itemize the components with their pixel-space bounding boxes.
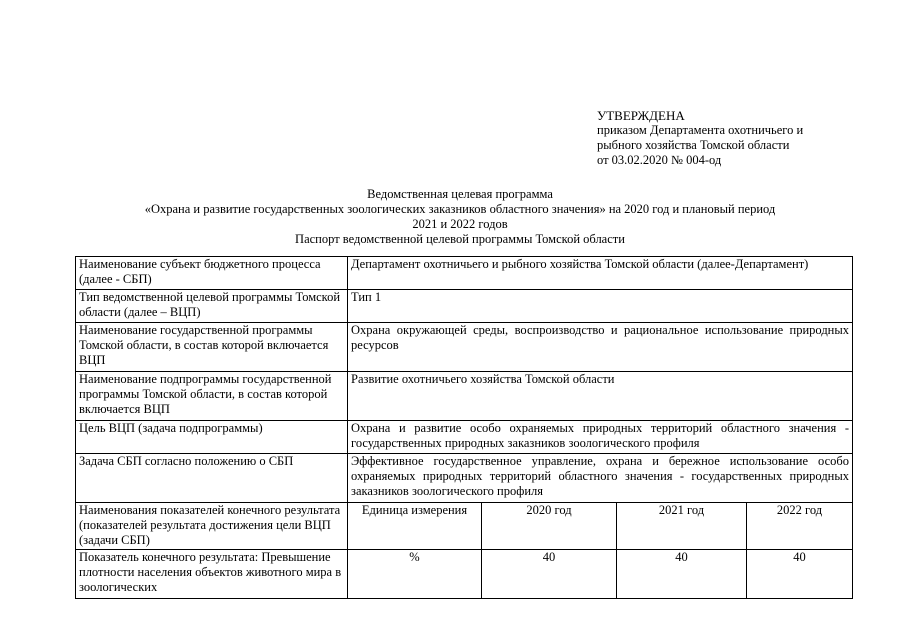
indicator-value: 40	[617, 550, 747, 599]
table-row	[76, 372, 853, 421]
approval-line-1: приказом Департамента охотничьего и	[597, 123, 804, 137]
document-titles	[70, 187, 850, 247]
table-row	[76, 290, 853, 323]
indicator-header-row	[76, 503, 853, 550]
row-label: Наименование субъект бюджетного процесса (далее - СБП)	[76, 257, 348, 290]
row-value: Развитие охотничьего хозяйства Томской области	[348, 372, 853, 421]
row-value: Тип 1	[348, 290, 853, 323]
approval-line-2: рыбного хозяйства Томской области	[597, 138, 790, 152]
approval-line-3: от 03.02.2020 № 004-од	[597, 153, 722, 167]
indicator-label: Показатель конечного результата: Превышение плотности населения объектов животного мира в зоологических	[76, 550, 348, 599]
row-label: Наименование государственной программы Томской области, в состав которой включается ВЦП	[76, 323, 348, 372]
row-label: Задача СБП согласно положению о СБП	[76, 454, 348, 503]
row-value: Охрана и развитие особо охраняемых природных территорий областного значения - государственных природных заказников зоологического профиля	[348, 421, 853, 454]
program-period-title: 2021 и 2022 годов	[412, 217, 508, 231]
row-label: Тип ведомственной целевой программы Томской области (далее – ВЦП)	[76, 290, 348, 323]
table-row	[76, 421, 853, 454]
approval-heading: УТВЕРЖДЕНА	[597, 108, 685, 123]
indicator-value: 40	[482, 550, 617, 599]
program-type-title: Ведомственная целевая программа	[367, 187, 553, 201]
year-header: 2021 год	[617, 503, 747, 550]
indicator-value: 40	[747, 550, 853, 599]
year-header: 2020 год	[482, 503, 617, 550]
indicator-header-label: Наименования показателей конечного результата (показателей результата достижения цели ВЦП (задачи СБП)	[76, 503, 348, 550]
table-row	[76, 257, 853, 290]
row-label: Цель ВЦП (задача подпрограммы)	[76, 421, 348, 454]
table-row	[76, 454, 853, 503]
program-name-title: «Охрана и развитие государственных зоологических заказников областного значения» на 2020 год и плановый период	[144, 202, 776, 216]
indicator-unit: %	[348, 550, 482, 599]
row-value: Эффективное государственное управление, охрана и бережное использование особо охраняемых природных территорий областного значения - государственных природных заказников зоологического профиля	[348, 454, 853, 503]
row-label: Наименование подпрограммы государственной программы Томской области, в состав которой включается ВЦП	[76, 372, 348, 421]
table-row	[76, 323, 853, 372]
year-header: 2022 год	[747, 503, 853, 550]
unit-header: Единица измерения	[348, 503, 482, 550]
passport-title: Паспорт ведомственной целевой программы Томской области	[295, 232, 625, 246]
approval-block	[597, 108, 857, 168]
passport-table	[75, 256, 853, 599]
row-value: Охрана окружающей среды, воспроизводство и рациональное использование природных ресурсов	[348, 323, 853, 372]
indicator-row	[76, 550, 853, 599]
row-value: Департамент охотничьего и рыбного хозяйства Томской области (далее-Департамент)	[348, 257, 853, 290]
